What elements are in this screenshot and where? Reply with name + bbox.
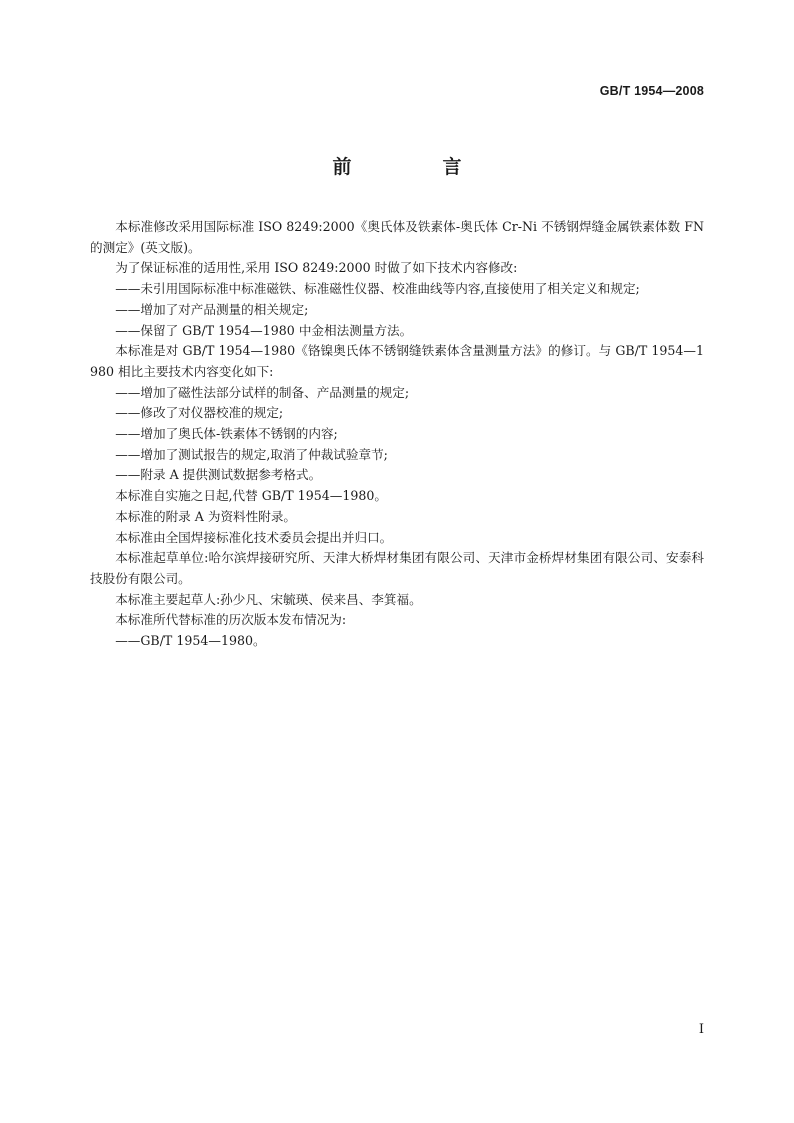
list-item: ——增加了奥氏体-铁素体不锈钢的内容; [115,426,338,442]
foreword-body [90,217,704,652]
list-item: ——GB/T 1954—1980。 [115,633,266,649]
paragraph: 本标准起草单位:哈尔滨焊接研究所、天津大桥焊材集团有限公司、天津市金桥焊材集团有限公司、安泰科技股份有限公司。 [90,550,704,586]
list-item: ——修改了对仪器校准的规定; [115,405,284,421]
paragraph: 本标准所代替标准的历次版本发布情况为: [115,612,347,628]
list-item: ——未引用国际标准中标准磁铁、标准磁性仪器、校准曲线等内容,直接使用了相关定义和规定; [115,281,640,297]
list-item: ——增加了测试报告的规定,取消了仲裁试验章节; [115,446,388,462]
paragraph: 本标准主要起草人:孙少凡、宋毓瑛、侯来昌、李箕福。 [115,591,422,607]
page-title: 前 言 [332,156,498,178]
list-item: ——增加了磁性法部分试样的制备、产品测量的规定; [115,384,410,400]
list-item: ——保留了 GB/T 1954—1980 中金相法测量方法。 [115,322,413,338]
list-item: ——增加了对产品测量的相关规定; [115,301,309,317]
paragraph: 本标准修改采用国际标准 ISO 8249:2000《奥氏体及铁素体-奥氏体 Cr-Ni 不锈钢焊缝金属铁素体数 FN 的测定》(英文版)。 [90,219,704,255]
standard-code: GB/T 1954—2008 [599,84,704,98]
page-number: I [698,1022,704,1037]
paragraph: 本标准由全国焊接标准化技术委员会提出并归口。 [115,529,393,545]
paragraph: 为了保证标准的适用性,采用 ISO 8249:2000 时做了如下技术内容修改: [115,260,518,276]
list-item: ——附录 A 提供测试数据参考格式。 [115,467,322,483]
paragraph: 本标准是对 GB/T 1954—1980《铬镍奥氏体不锈钢缝铁素体含量测量方法》的修订。与 GB/T 1954—1980 相比主要技术内容变化如下: [90,343,704,379]
paragraph: 本标准自实施之日起,代替 GB/T 1954—1980。 [115,488,387,504]
paragraph: 本标准的附录 A 为资料性附录。 [115,508,297,524]
